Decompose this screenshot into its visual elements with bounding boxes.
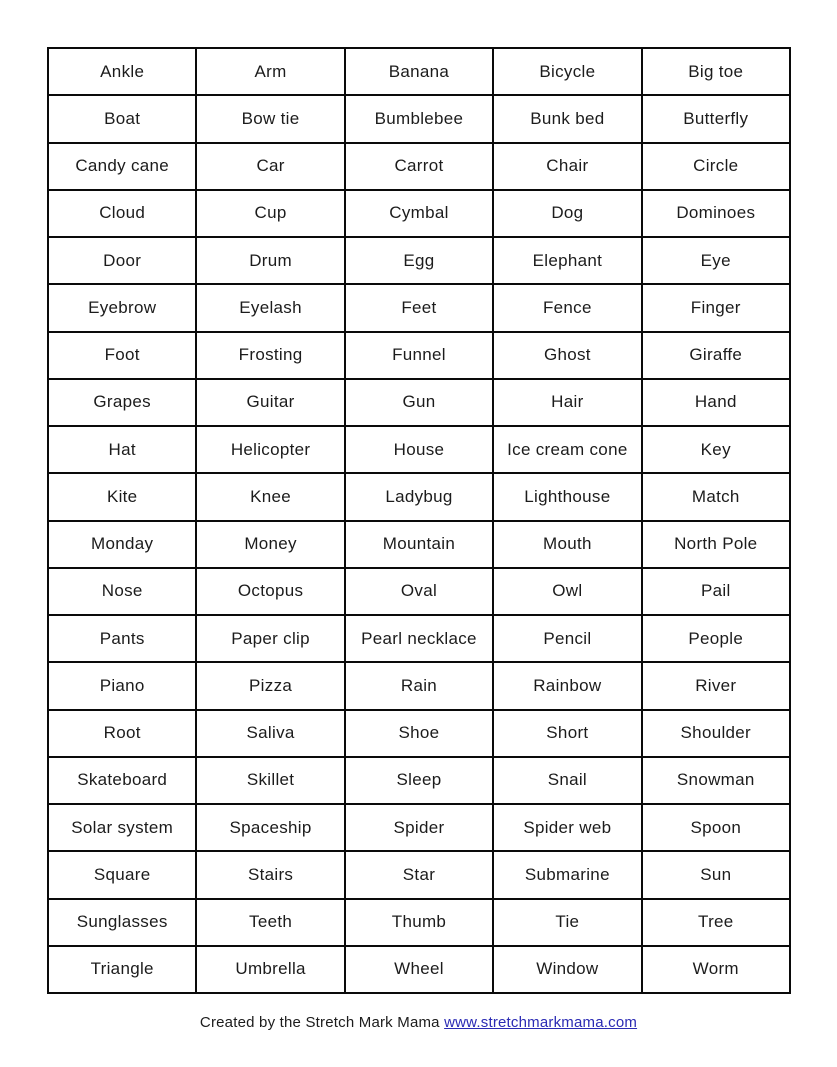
word-cell: Fence [493, 284, 641, 331]
word-cell: Giraffe [642, 332, 790, 379]
word-cell: Hair [493, 379, 641, 426]
table-row [48, 521, 790, 568]
word-cell: People [642, 615, 790, 662]
word-cell: Tie [493, 899, 641, 946]
word-cell: Bunk bed [493, 95, 641, 142]
word-cell: House [345, 426, 493, 473]
word-cell: Bumblebee [345, 95, 493, 142]
table-row [48, 473, 790, 520]
word-cell: Shoe [345, 710, 493, 757]
word-cell: Cymbal [345, 190, 493, 237]
word-cell: Hat [48, 426, 196, 473]
word-cell: Elephant [493, 237, 641, 284]
word-cell: Submarine [493, 851, 641, 898]
word-cell: Window [493, 946, 641, 993]
table-row [48, 237, 790, 284]
word-cell: Oval [345, 568, 493, 615]
word-cell: Butterfly [642, 95, 790, 142]
word-cell: Pearl necklace [345, 615, 493, 662]
word-cell: Stairs [196, 851, 344, 898]
word-cell: Skateboard [48, 757, 196, 804]
word-cell: Pencil [493, 615, 641, 662]
word-cell: Mouth [493, 521, 641, 568]
word-cell: Egg [345, 237, 493, 284]
footer-credit-text: Created by the Stretch Mark Mama [199, 1014, 445, 1031]
word-cell: Hand [642, 379, 790, 426]
word-cell: Sun [642, 851, 790, 898]
word-cell: Eyelash [196, 284, 344, 331]
word-cell: Chair [493, 143, 641, 190]
word-cell: Star [345, 851, 493, 898]
word-cell: Feet [345, 284, 493, 331]
word-cell: Triangle [48, 946, 196, 993]
word-cell: Money [196, 521, 344, 568]
word-cell: Worm [642, 946, 790, 993]
word-cell: Ladybug [345, 473, 493, 520]
word-cell: Foot [48, 332, 196, 379]
word-cell: Dominoes [642, 190, 790, 237]
word-cell: Boat [48, 95, 196, 142]
table-row [48, 95, 790, 142]
word-cell: Cup [196, 190, 344, 237]
table-row [48, 568, 790, 615]
word-cell: Owl [493, 568, 641, 615]
word-cell: Short [493, 710, 641, 757]
word-cell: Skillet [196, 757, 344, 804]
word-cell: Key [642, 426, 790, 473]
word-cell: Eyebrow [48, 284, 196, 331]
word-cell: Solar system [48, 804, 196, 851]
table-row [48, 615, 790, 662]
word-cell: Kite [48, 473, 196, 520]
word-cell: Square [48, 851, 196, 898]
table-row [48, 332, 790, 379]
word-cell: Gun [345, 379, 493, 426]
word-cell: Piano [48, 662, 196, 709]
word-cell: Sunglasses [48, 899, 196, 946]
word-cell: Carrot [345, 143, 493, 190]
word-cell: Ankle [48, 48, 196, 95]
word-cell: North Pole [642, 521, 790, 568]
word-cell: Shoulder [642, 710, 790, 757]
word-cell: Lighthouse [493, 473, 641, 520]
footer-link[interactable]: www.stretchmarkmama.com [444, 1014, 638, 1031]
table-row [48, 143, 790, 190]
footer-credit [0, 1014, 837, 1031]
word-cell: Grapes [48, 379, 196, 426]
word-cell: Frosting [196, 332, 344, 379]
word-cell: Circle [642, 143, 790, 190]
table-row [48, 662, 790, 709]
word-cell: Thumb [345, 899, 493, 946]
word-table [47, 47, 791, 994]
word-cell: Arm [196, 48, 344, 95]
word-cell: Guitar [196, 379, 344, 426]
word-cell: Monday [48, 521, 196, 568]
word-cell: Funnel [345, 332, 493, 379]
word-cell: Eye [642, 237, 790, 284]
word-cell: Mountain [345, 521, 493, 568]
word-cell: Rainbow [493, 662, 641, 709]
word-cell: Pail [642, 568, 790, 615]
table-row [48, 426, 790, 473]
word-cell: Nose [48, 568, 196, 615]
word-cell: Ice cream cone [493, 426, 641, 473]
word-cell: Spider web [493, 804, 641, 851]
word-cell: River [642, 662, 790, 709]
word-cell: Tree [642, 899, 790, 946]
word-cell: Dog [493, 190, 641, 237]
word-cell: Teeth [196, 899, 344, 946]
table-row [48, 48, 790, 95]
word-cell: Root [48, 710, 196, 757]
word-cell: Pants [48, 615, 196, 662]
word-cell: Drum [196, 237, 344, 284]
word-cell: Car [196, 143, 344, 190]
word-cell: Big toe [642, 48, 790, 95]
word-cell: Cloud [48, 190, 196, 237]
word-cell: Spider [345, 804, 493, 851]
table-row [48, 899, 790, 946]
word-cell: Match [642, 473, 790, 520]
table-row [48, 190, 790, 237]
word-cell: Wheel [345, 946, 493, 993]
table-row [48, 804, 790, 851]
word-cell: Bow tie [196, 95, 344, 142]
word-cell: Pizza [196, 662, 344, 709]
table-row [48, 946, 790, 993]
word-cell: Octopus [196, 568, 344, 615]
word-cell: Snowman [642, 757, 790, 804]
word-cell: Bicycle [493, 48, 641, 95]
table-row [48, 710, 790, 757]
word-cell: Spoon [642, 804, 790, 851]
table-row [48, 851, 790, 898]
word-cell: Rain [345, 662, 493, 709]
table-row [48, 284, 790, 331]
word-cell: Paper clip [196, 615, 344, 662]
word-cell: Sleep [345, 757, 493, 804]
word-cell: Candy cane [48, 143, 196, 190]
word-cell: Umbrella [196, 946, 344, 993]
word-cell: Ghost [493, 332, 641, 379]
word-cell: Snail [493, 757, 641, 804]
word-table-body [48, 48, 790, 993]
word-cell: Banana [345, 48, 493, 95]
word-cell: Helicopter [196, 426, 344, 473]
table-row [48, 757, 790, 804]
word-cell: Door [48, 237, 196, 284]
word-cell: Finger [642, 284, 790, 331]
table-row [48, 379, 790, 426]
word-cell: Saliva [196, 710, 344, 757]
word-cell: Spaceship [196, 804, 344, 851]
word-cell: Knee [196, 473, 344, 520]
